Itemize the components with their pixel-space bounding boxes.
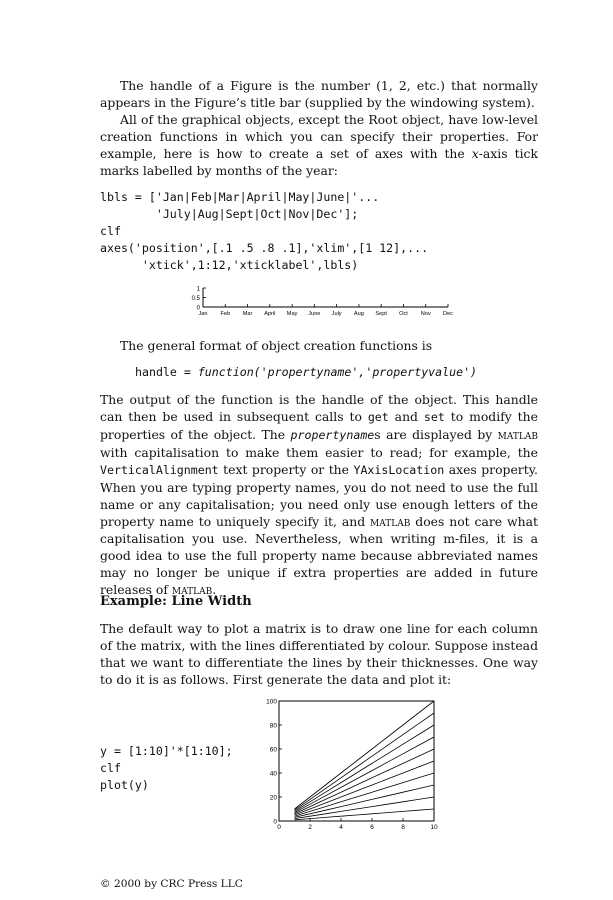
code-get: get (367, 410, 389, 424)
month-axis-label: Feb (220, 311, 231, 317)
x-tick-label: 2 (308, 824, 312, 831)
y-tick-label: 20 (269, 794, 277, 802)
code-verticalalignment: VerticalAlignment (100, 463, 219, 477)
series-line-col1 (295, 809, 435, 820)
code-creation-format: handle = function('propertyname','propertyvalue') (135, 365, 478, 379)
series-line-col9 (295, 713, 435, 810)
month-axis-figure (170, 283, 460, 323)
series-line-col5 (295, 761, 435, 815)
x-tick-label: 4 (339, 824, 343, 831)
code-propertyname: propertyname (290, 428, 375, 442)
series-line-col6 (295, 749, 435, 814)
month-axis-label: Dec (443, 311, 453, 317)
y-tick-label: 0 (273, 818, 277, 826)
y-tick-label: 100 (266, 698, 277, 706)
x-variable: x (471, 146, 479, 161)
y-tick-label: 60 (269, 746, 277, 754)
series-line-col10 (295, 701, 435, 809)
month-axis-label: Nov (420, 311, 431, 317)
paragraph-creation-functions: All of the graphical objects, except the Root object, have low-level creation functions in which you can specify their properties. For example, here is how to create a set of axes with the x-axis tick marks labelled by months of the year: (100, 112, 538, 178)
paragraph-figure-handle (100, 77, 538, 111)
month-axis-label: April (264, 311, 276, 317)
month-axis-label: May (286, 311, 298, 317)
x-tick-label: 0 (277, 824, 281, 831)
code-line: axes('position',[.1 .5 .8 .1],'xlim',[1 12],... (100, 241, 429, 255)
month-axis-y-tick-label: 0 (196, 305, 200, 312)
copyright-footer: © 2000 by CRC Press LLC (100, 878, 243, 890)
code-line: lbls = ['Jan|Feb|Mar|April|May|June|'... (100, 190, 380, 204)
month-axis-y-tick-label: 0.5 (191, 296, 200, 302)
code-yaxislocation: YAxisLocation (353, 463, 445, 477)
month-axis-label: Jan (198, 311, 208, 317)
series-line-col2 (295, 797, 435, 819)
code-line: clf (100, 224, 121, 238)
code-line: clf (100, 761, 121, 775)
month-axis-label: Sept (375, 311, 387, 317)
month-axis-y-tick-label: 1 (196, 286, 200, 293)
y-tick-label: 40 (269, 770, 277, 778)
code-line: plot(y) (100, 778, 149, 792)
month-axis-label: July (331, 311, 342, 317)
paragraph-text: The handle of a Figure is the number (1, 2, etc.) that normally appears in the Figure’s title bar (supplied by the windowing system). (100, 78, 538, 110)
line-plot-figure (255, 695, 445, 835)
code-line: y = [1:10]'*[1:10]; (100, 744, 233, 758)
month-axis-label: Aug (353, 311, 364, 317)
code-set: set (423, 410, 445, 424)
month-axis-label: June (308, 311, 321, 317)
series-line-col8 (295, 725, 435, 811)
x-tick-label: 8 (401, 824, 405, 831)
paragraph-general-format: The general format of object creation functions is (120, 338, 433, 353)
arguments-placeholder: ('propertyname','propertyvalue') (253, 365, 478, 379)
section-heading: Example: Line Width (100, 594, 252, 609)
month-axis-label: Mar (242, 311, 253, 317)
paragraph-handle-output: The output of the function is the handle of the object. This handle can then be used in subsequent calls to get and set to modify the properties of the object. The propertynames are displayed by matlab with capitalisation to make them easier to read; for example, the VerticalAlignment text property or the YAxisLocation axes property. When you are typing property names, you do not need to use the full name or any capitalisation; you need only use enough letters of the property name to uniquely specify it, and matlab does not care what capitalisation you use. Nevertheless, when writing m-files, it is a good idea to use the full property name because abbreviated names may no longer be unique if extra properties are added in future releases of matlab. (100, 392, 538, 597)
y-tick-label: 80 (269, 722, 277, 730)
code-line: 'July|Aug|Sept|Oct|Nov|Dec']; (100, 207, 359, 221)
code-line: 'xtick',1:12,'xticklabel',lbls) (100, 258, 359, 272)
x-tick-label: 6 (370, 824, 374, 831)
x-tick-label: 10 (430, 824, 438, 831)
function-placeholder: function (197, 365, 254, 379)
series-line-col4 (295, 773, 435, 816)
paragraph-line-width: The default way to plot a matrix is to draw one line for each column of the matrix, with the lines differentiated by colour. Suppose instead that we want to differentiate the lines by their thicknesses. One way to do it is as follows. First generate the data and plot it: (100, 621, 538, 687)
month-axis-label: Oct (399, 311, 408, 317)
